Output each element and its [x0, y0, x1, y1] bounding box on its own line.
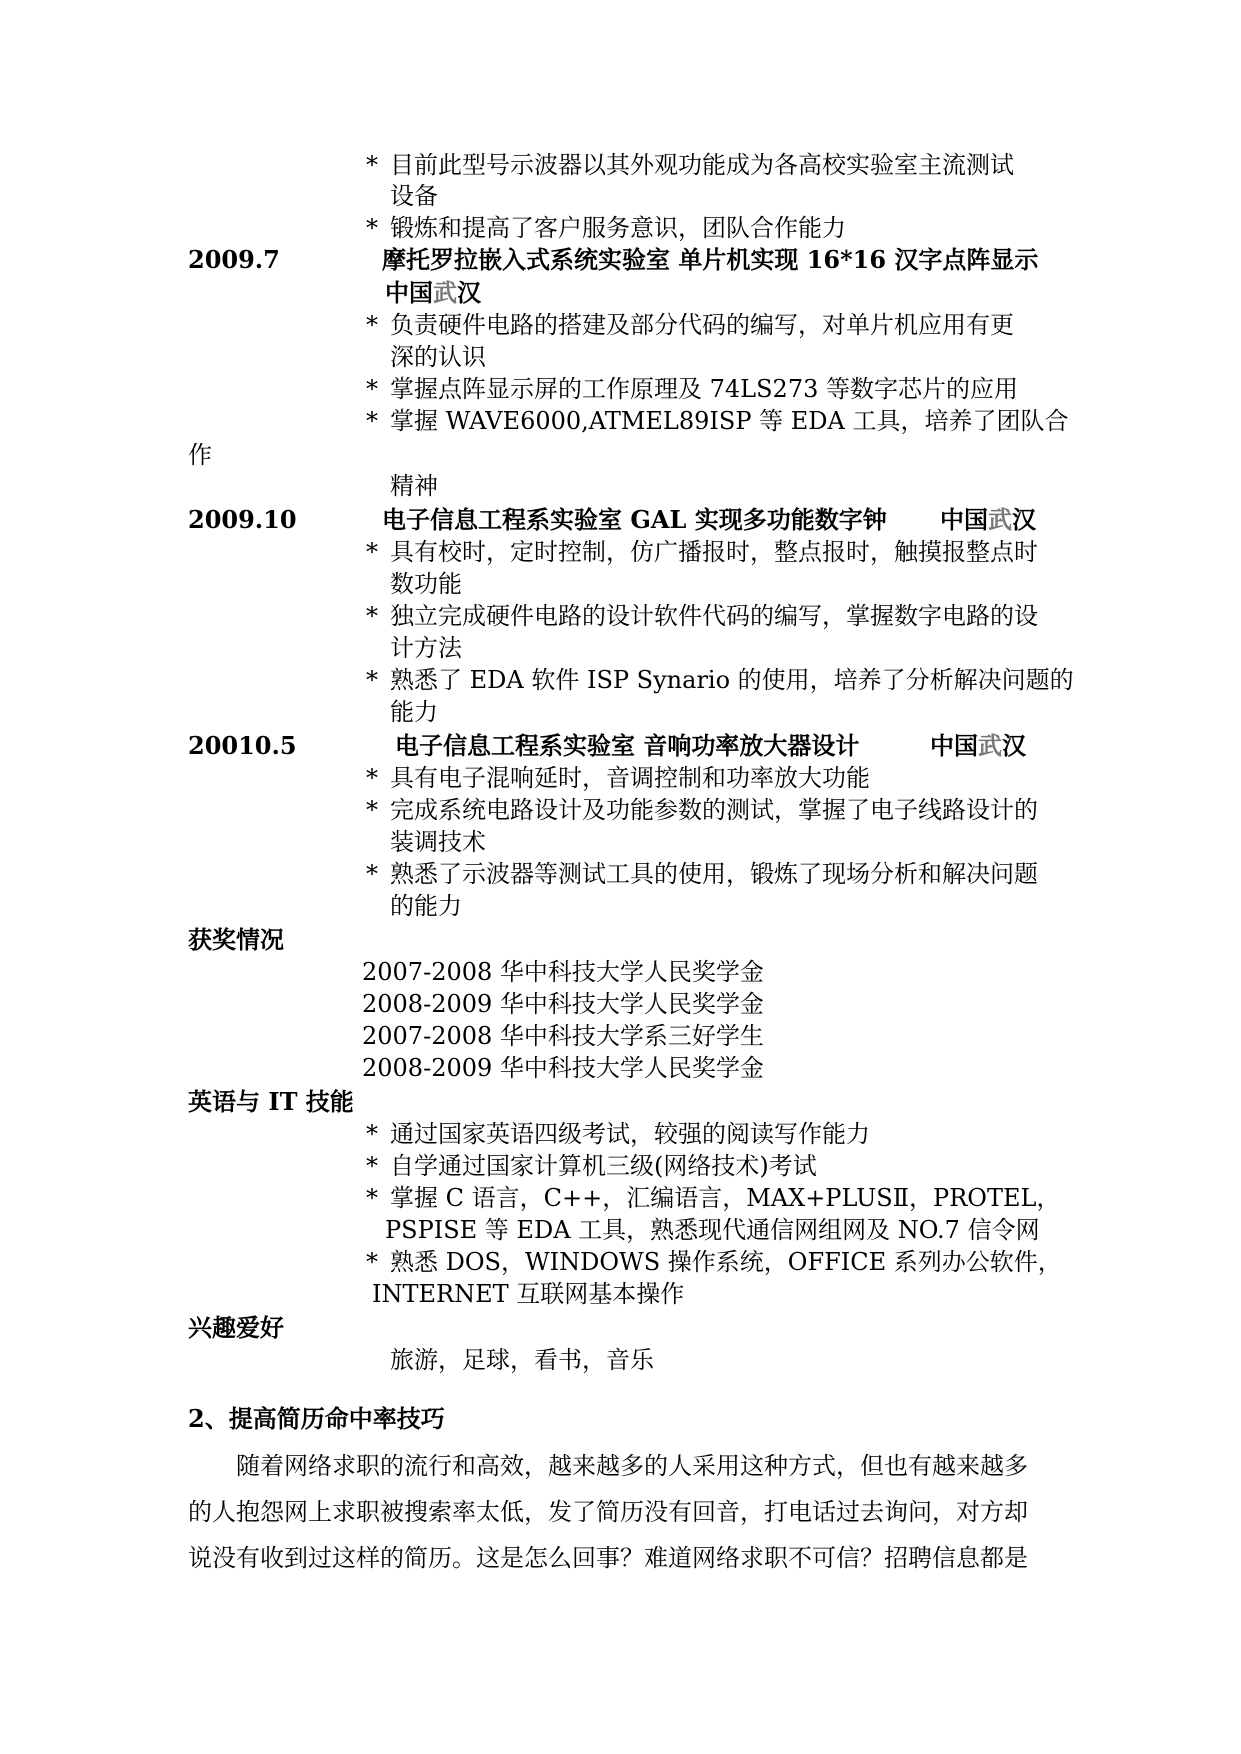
bullet-text: 独立完成硬件电路的设计软件代码的编写，掌握数字电路的设 [390, 602, 1038, 630]
award-item: 2007-2008 华中科技大学人民奖学金 [362, 958, 764, 986]
paragraph-line: 的人抱怨网上求职被搜索率太低，发了简历没有回音，打电话过去询问，对方却 [188, 1498, 1028, 1526]
award-item: 2008-2009 华中科技大学人民奖学金 [362, 990, 764, 1018]
bullet-text-cont: 设备 [390, 182, 438, 210]
bullet-text: 完成系统电路设计及功能参数的测试，掌握了电子线路设计的 [390, 796, 1038, 824]
bullet-text: 熟悉了 EDA 软件 ISP Synario 的使用，培养了分析解决问题的 [390, 666, 1074, 694]
bullet-marker: * [366, 407, 378, 435]
bullet-marker: * [366, 666, 378, 694]
bullet-text: 自学通过国家计算机三级(网络技术)考试 [390, 1152, 817, 1180]
bullet-marker: * [366, 1248, 378, 1276]
bullet-marker: * [366, 796, 378, 824]
bullet-text: 掌握 WAVE6000,ATMEL89ISP 等 EDA 工具，培养了团队合 [390, 407, 1069, 435]
bullet-marker: * [366, 151, 378, 179]
bullet-text-cont: 计方法 [390, 634, 462, 662]
bullet-text: 具有电子混响延时，音调控制和功率放大功能 [390, 764, 870, 792]
bullet-text-cont: 能力 [390, 698, 438, 726]
bullet-text-cont: 深的认识 [390, 343, 486, 371]
entry-location: 中国武汉 [940, 505, 1036, 534]
bullet-text-wrap: 作 [188, 441, 212, 469]
bullet-text: 负责硬件电路的搭建及部分代码的编写，对单片机应用有更 [390, 311, 1014, 339]
bullet-marker: * [366, 860, 378, 888]
bullet-text: 通过国家英语四级考试，较强的阅读写作能力 [390, 1120, 870, 1148]
bullet-marker: * [366, 311, 378, 339]
bullet-text: 掌握 C 语言，C++，汇编语言，MAX+PLUSⅡ，PROTEL， [390, 1184, 1061, 1212]
award-item: 2008-2009 华中科技大学人民奖学金 [362, 1054, 764, 1082]
entry-location: 中国武汉 [385, 278, 481, 307]
entry-title: 电子信息工程系实验室 GAL 实现多功能数字钟 [382, 505, 887, 534]
bullet-text: 锻炼和提高了客户服务意识，团队合作能力 [390, 214, 846, 242]
bullet-text: 具有校时，定时控制，仿广播报时，整点报时，触摸报整点时 [390, 538, 1038, 566]
bullet-marker: * [366, 764, 378, 792]
entry-date: 20010.5 [188, 731, 297, 760]
hobbies-text: 旅游，足球，看书，音乐 [390, 1346, 654, 1374]
bullet-marker: * [366, 538, 378, 566]
bullet-marker: * [366, 1152, 378, 1180]
entry-title: 摩托罗拉嵌入式系统实验室 单片机实现 16*16 汉字点阵显示 [382, 245, 1039, 274]
bullet-text-cont: 数功能 [390, 570, 462, 598]
award-item: 2007-2008 华中科技大学系三好学生 [362, 1022, 764, 1050]
section-heading-skills: 英语与 IT 技能 [188, 1087, 354, 1116]
entry-date: 2009.7 [188, 245, 280, 274]
bullet-marker: * [366, 602, 378, 630]
bullet-marker: * [366, 375, 378, 403]
paragraph-line: 随着网络求职的流行和高效，越来越多的人采用这种方式，但也有越来越多 [236, 1452, 1028, 1480]
bullet-marker: * [366, 1184, 378, 1212]
bullet-text-cont: 的能力 [390, 892, 462, 920]
section-heading-tips: 2、提高简历命中率技巧 [188, 1404, 445, 1433]
section-heading-awards: 获奖情况 [188, 925, 284, 954]
bullet-text-cont: PSPISE 等 EDA 工具，熟悉现代通信网组网及 NO.7 信令网 [385, 1216, 1040, 1244]
bullet-text: 目前此型号示波器以其外观功能成为各高校实验室主流测试 [390, 151, 1014, 179]
bullet-text-cont: INTERNET 互联网基本操作 [372, 1280, 685, 1308]
entry-location: 中国武汉 [930, 731, 1026, 760]
bullet-marker: * [366, 214, 378, 242]
bullet-text: 掌握点阵显示屏的工作原理及 74LS273 等数字芯片的应用 [390, 375, 1018, 403]
section-heading-hobbies: 兴趣爱好 [188, 1313, 284, 1342]
entry-date: 2009.10 [188, 505, 297, 534]
bullet-text: 熟悉 DOS，WINDOWS 操作系统，OFFICE 系列办公软件， [390, 1248, 1062, 1276]
bullet-text-cont: 装调技术 [390, 828, 486, 856]
paragraph-line: 说没有收到过这样的简历。这是怎么回事？难道网络求职不可信？招聘信息都是 [188, 1544, 1028, 1572]
bullet-text-cont: 精神 [390, 472, 438, 500]
bullet-text: 熟悉了示波器等测试工具的使用，锻炼了现场分析和解决问题 [390, 860, 1038, 888]
bullet-marker: * [366, 1120, 378, 1148]
entry-title: 电子信息工程系实验室 音响功率放大器设计 [395, 731, 860, 760]
